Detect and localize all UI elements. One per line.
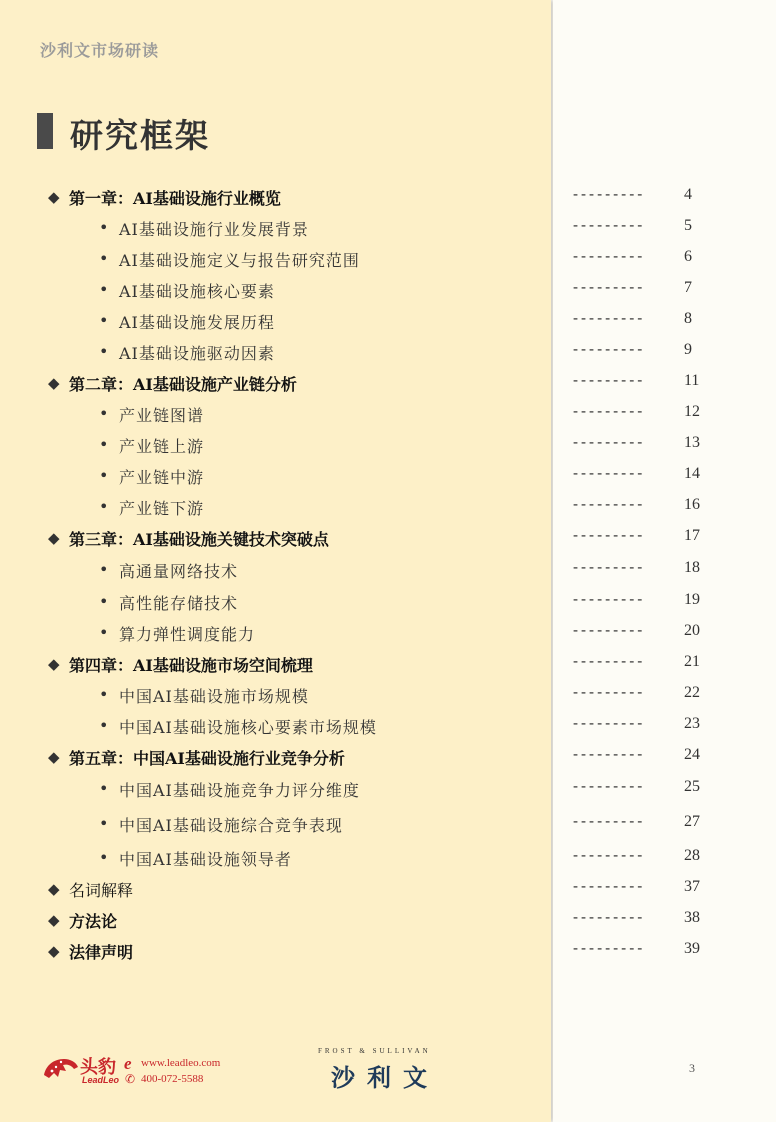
toc-chapter[interactable] <box>0 877 776 903</box>
toc-page-number: 17 <box>684 527 700 544</box>
toc-page-number: 23 <box>684 715 700 732</box>
toc-page-number: 16 <box>684 496 700 513</box>
toc-label: 算力弹性调度能力 <box>119 625 256 644</box>
toc-page-number: 39 <box>684 940 700 957</box>
toc-label: 产业链下游 <box>119 499 205 518</box>
web-e-icon: e <box>124 1054 132 1073</box>
toc-label: AI基础设施驱动因素 <box>119 344 275 363</box>
bullet-icon: • <box>99 311 109 330</box>
toc-leader: --------- <box>571 652 644 670</box>
toc-page-number: 28 <box>684 847 700 864</box>
toc-page-number: 19 <box>684 591 700 608</box>
header-brand: 沙利文市场研读 <box>40 41 160 60</box>
toc-item[interactable] <box>0 812 776 838</box>
bullet-icon: • <box>99 848 109 867</box>
toc-item[interactable] <box>0 464 776 490</box>
leadleo-cn: 头豹 <box>80 1057 116 1078</box>
toc-leader: --------- <box>571 714 644 732</box>
toc-leader: --------- <box>571 590 644 608</box>
toc-item[interactable] <box>0 309 776 335</box>
toc-page-number: 24 <box>684 746 700 763</box>
bullet-icon: • <box>99 560 109 579</box>
diamond-icon: ◆ <box>48 529 60 547</box>
frost-sullivan-cn: 沙利文 <box>331 1064 439 1092</box>
toc-page-number: 9 <box>684 341 692 358</box>
toc-label: 中国AI基础设施核心要素市场规模 <box>119 718 377 737</box>
toc-chapter[interactable] <box>0 745 776 771</box>
bullet-icon: • <box>99 218 109 237</box>
toc-item[interactable] <box>0 402 776 428</box>
toc-label: 方法论 <box>69 912 118 931</box>
leadleo-en: LeadLeo <box>82 1075 120 1085</box>
toc-chapter[interactable] <box>0 939 776 965</box>
toc-leader: --------- <box>571 464 644 482</box>
toc-leader: --------- <box>571 278 644 296</box>
toc-label: 第五章：中国AI基础设施行业竞争分析 <box>69 749 345 768</box>
bullet-icon: • <box>99 779 109 798</box>
toc-item[interactable] <box>0 683 776 709</box>
toc-item[interactable] <box>0 621 776 647</box>
toc-label: 产业链上游 <box>119 437 205 456</box>
toc-item[interactable] <box>0 846 776 872</box>
phone-icon: ✆ <box>125 1072 136 1086</box>
toc-leader: --------- <box>571 340 644 358</box>
toc-chapter[interactable] <box>0 908 776 934</box>
bullet-icon: • <box>99 342 109 361</box>
toc-item[interactable] <box>0 590 776 616</box>
bullet-icon: • <box>99 685 109 704</box>
toc-page-number: 21 <box>684 653 700 670</box>
toc-label: 中国AI基础设施领导者 <box>119 850 292 869</box>
toc-chapter[interactable] <box>0 371 776 397</box>
bullet-icon: • <box>99 497 109 516</box>
diamond-icon: ◆ <box>48 188 60 206</box>
bullet-icon: • <box>99 814 109 833</box>
toc-page-number: 27 <box>684 813 700 830</box>
bullet-icon: • <box>99 592 109 611</box>
toc-label: 产业链中游 <box>119 468 205 487</box>
bullet-icon: • <box>99 623 109 642</box>
toc-leader: --------- <box>571 185 644 203</box>
leopard-logo-icon <box>40 1053 80 1083</box>
toc-leader: --------- <box>571 846 644 864</box>
toc-label: 名词解释 <box>69 881 134 900</box>
diamond-icon: ◆ <box>48 748 60 766</box>
toc-label: 第一章：AI基础设施行业概览 <box>69 189 281 208</box>
bullet-icon: • <box>99 404 109 423</box>
toc-label: 中国AI基础设施竞争力评分维度 <box>119 781 360 800</box>
toc-item[interactable] <box>0 714 776 740</box>
toc-page-number: 37 <box>684 878 700 895</box>
diamond-icon: ◆ <box>48 911 60 929</box>
toc-page-number: 20 <box>684 622 700 639</box>
toc-label: 高性能存储技术 <box>119 594 239 613</box>
toc-page-number: 22 <box>684 684 700 701</box>
toc-leader: --------- <box>571 402 644 420</box>
toc-chapter[interactable] <box>0 526 776 552</box>
page-title: 研究框架 <box>70 116 210 155</box>
toc-page-number: 12 <box>684 403 700 420</box>
toc-leader: --------- <box>571 371 644 389</box>
toc-leader: --------- <box>571 309 644 327</box>
page-number: 3 <box>689 1061 695 1075</box>
toc-label: 中国AI基础设施综合竞争表现 <box>119 816 343 835</box>
toc-page-number: 11 <box>684 372 700 389</box>
bullet-icon: • <box>99 716 109 735</box>
toc-leader: --------- <box>571 777 644 795</box>
toc-page-number: 38 <box>684 909 700 926</box>
toc-label: AI基础设施行业发展背景 <box>119 220 309 239</box>
toc-page-number: 4 <box>684 186 692 203</box>
toc-label: 中国AI基础设施市场规模 <box>119 687 309 706</box>
diamond-icon: ◆ <box>48 374 60 392</box>
diamond-icon: ◆ <box>48 942 60 960</box>
bullet-icon: • <box>99 435 109 454</box>
toc-leader: --------- <box>571 526 644 544</box>
toc-page-number: 7 <box>684 279 692 296</box>
toc-page-number: 5 <box>684 217 692 234</box>
diamond-icon: ◆ <box>48 880 60 898</box>
toc-leader: --------- <box>571 216 644 234</box>
toc-leader: --------- <box>571 495 644 513</box>
toc-leader: --------- <box>571 433 644 451</box>
toc-item[interactable] <box>0 433 776 459</box>
toc-item[interactable] <box>0 278 776 304</box>
toc-leader: --------- <box>571 812 644 830</box>
toc-item[interactable] <box>0 340 776 366</box>
toc-leader: --------- <box>571 939 644 957</box>
toc-page-number: 8 <box>684 310 692 327</box>
toc-leader: --------- <box>571 621 644 639</box>
toc-item[interactable] <box>0 777 776 803</box>
toc-leader: --------- <box>571 558 644 576</box>
toc-leader: --------- <box>571 908 644 926</box>
toc-page-number: 14 <box>684 465 700 482</box>
toc-label: 产业链图谱 <box>119 406 205 425</box>
toc-label: 第四章：AI基础设施市场空间梳理 <box>69 656 313 675</box>
toc-page-number: 6 <box>684 248 692 265</box>
toc-item[interactable] <box>0 495 776 521</box>
toc-leader: --------- <box>571 683 644 701</box>
toc-page-number: 18 <box>684 559 700 576</box>
bullet-icon: • <box>99 249 109 268</box>
toc-label: AI基础设施发展历程 <box>119 313 275 332</box>
title-accent-bar <box>37 113 53 149</box>
toc-chapter[interactable] <box>0 185 776 211</box>
toc-item[interactable] <box>0 558 776 584</box>
frost-sullivan-en: FROST & SULLIVAN <box>318 1047 431 1055</box>
toc-label: 法律声明 <box>69 943 134 962</box>
footer-website[interactable]: www.leadleo.com <box>141 1057 221 1069</box>
toc-label: 第二章：AI基础设施产业链分析 <box>69 375 297 394</box>
toc-item[interactable] <box>0 216 776 242</box>
toc-leader: --------- <box>571 877 644 895</box>
toc-label: AI基础设施核心要素 <box>119 282 275 301</box>
toc-page-number: 25 <box>684 778 700 795</box>
toc-label: AI基础设施定义与报告研究范围 <box>119 251 360 270</box>
bullet-icon: • <box>99 280 109 299</box>
toc-leader: --------- <box>571 247 644 265</box>
toc-page-number: 13 <box>684 434 700 451</box>
toc-chapter[interactable] <box>0 652 776 678</box>
bullet-icon: • <box>99 466 109 485</box>
footer-phone: 400-072-5588 <box>141 1073 204 1085</box>
toc-leader: --------- <box>571 745 644 763</box>
toc-item[interactable] <box>0 247 776 273</box>
toc-label: 高通量网络技术 <box>119 562 239 581</box>
toc-label: 第三章：AI基础设施关键技术突破点 <box>69 530 329 549</box>
diamond-icon: ◆ <box>48 655 60 673</box>
